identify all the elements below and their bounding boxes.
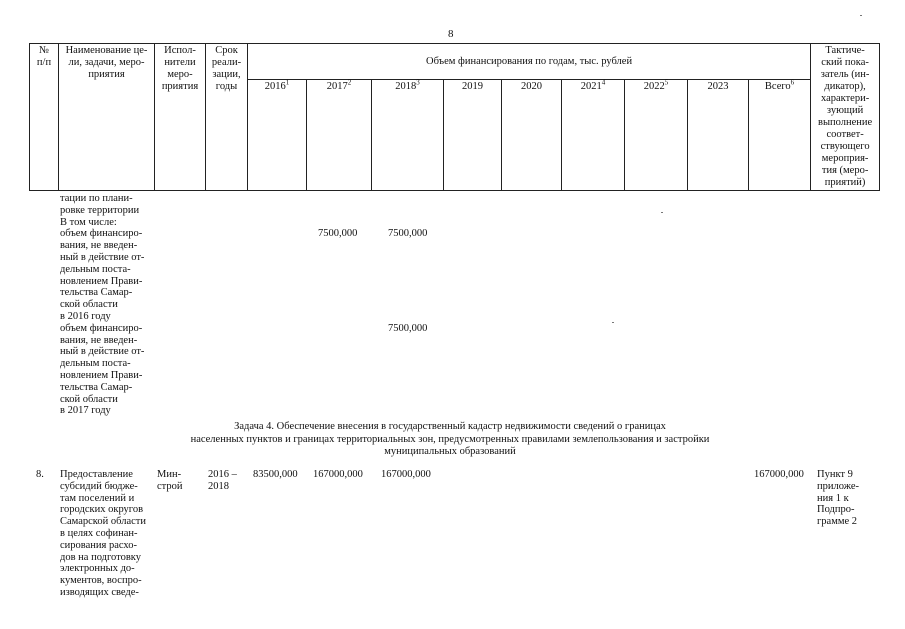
header-year-2023: 2023 (688, 80, 749, 191)
cont-row2-2018-value: 7500,000 (388, 323, 428, 334)
header-year-2017: 2017$^2$ (307, 80, 372, 191)
row8-term: 2016 – 2018 (208, 469, 237, 492)
financing-table-header (29, 43, 880, 191)
header-total: Всего$^6$ (749, 80, 811, 191)
scan-speck (860, 15, 862, 16)
scan-speck (612, 322, 614, 323)
row8-2017-value: 167000,000 (313, 469, 363, 480)
continuation-name-text: тации по плани- ровке территории В том числе: объем финансиро- вания, не введен- ный в действие от- дельным поста- новлением Прави- тельства Самар- ской области в 2016 году объем финансиро- вания, не введен- ный в действие от- дельным поста- новлением Прави- тельства Самар- ской области в 2017 году (60, 193, 145, 417)
cont-row1-2018-value: 7500,000 (388, 228, 428, 239)
header-col-financing: Объем финансирования по годам, тыс. рублей (248, 44, 811, 80)
row8-2018-value: 167000,000 (381, 469, 431, 480)
header-year-2022: 2022$^5$ (625, 80, 688, 191)
header-year-2018: 2018$^3$ (372, 80, 444, 191)
row8-2016-value: 83500,000 (253, 469, 298, 480)
page-number: 8 (448, 28, 454, 40)
header-year-2016: 2016$^1$ (248, 80, 307, 191)
header-col-indicator: Тактиче- ский пока- затель (ин- дикатор), характери- зующий выполнение соответ- ствующего мероприя- тия (меро- приятий) (811, 44, 880, 191)
header-year-2020: 2020 (502, 80, 562, 191)
row8-total-value: 167000,000 (754, 469, 804, 480)
header-col-executors: Испол- нители меро- приятия (155, 44, 206, 191)
row8-executor: Мин- строй (157, 469, 183, 492)
header-col-term: Срок реали- зации, годы (206, 44, 248, 191)
cont-row1-2017-value: 7500,000 (318, 228, 358, 239)
scan-speck (661, 212, 663, 213)
row8-indicator: Пункт 9 приложе- ния 1 к Подпро- грамме 2 (817, 469, 859, 528)
task-4-heading: Задача 4. Обеспечение внесения в государственный кадастр недвижимости сведений о границах населенных пунктов и границах территориальных зон, предусмотренных правилами землепользования и застройки муниципальных образований (190, 421, 710, 457)
header-col-number: № п/п (30, 44, 59, 191)
header-year-2021: 2021$^4$ (562, 80, 625, 191)
row8-name: Предоставление субсидий бюдже- там поселений и городских округов Самарской области в целях софинан- сирования расхо- дов на подготовку электронных до- кументов, воспро- изводящих сведе- (60, 469, 146, 598)
header-year-2019: 2019 (444, 80, 502, 191)
row8-number: 8. (36, 469, 44, 480)
header-col-name: Наименование це- ли, задачи, меро- приятия (59, 44, 155, 191)
